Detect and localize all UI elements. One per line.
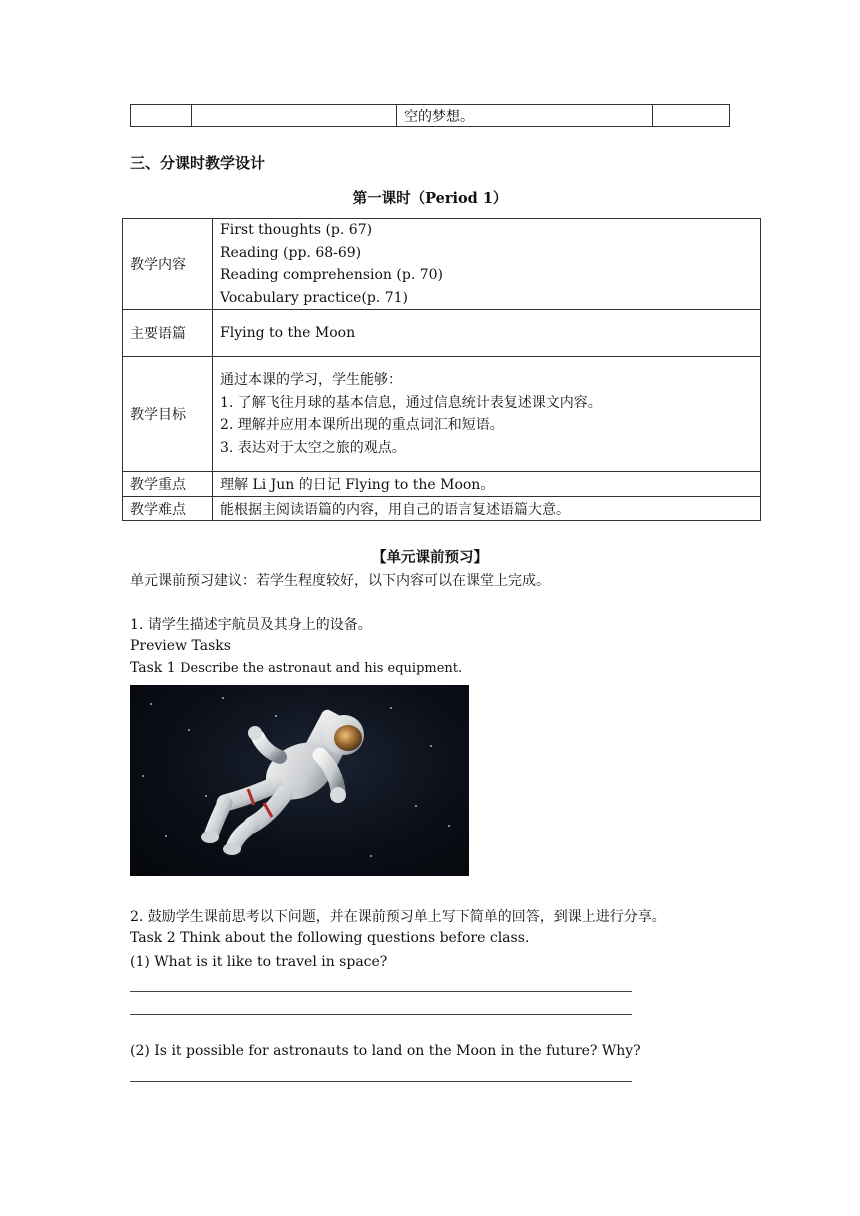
table-row [123, 310, 761, 357]
preview-tasks-label: Preview Tasks [130, 638, 231, 654]
task-1-text: Describe the astronaut and his equipment. [180, 661, 463, 676]
table-cell [653, 105, 730, 127]
table-cell [192, 105, 397, 127]
content-line: 理解 Li Jun 的日记 Flying to the Moon。 [220, 477, 495, 493]
row-label: 教学内容 [123, 219, 213, 310]
table-row [123, 497, 761, 521]
content-line: 2. 理解并应用本课所出现的重点词汇和短语。 [220, 417, 504, 433]
content-line: First thoughts (p. 67) [220, 222, 373, 238]
content-line: 能根据主阅读语篇的内容，用自己的语言复述语篇大意。 [220, 501, 570, 518]
content-line: 1. 了解飞往月球的基本信息，通过信息统计表复述课文内容。 [220, 394, 602, 411]
row-label: 教学目标 [123, 357, 213, 472]
content-line: Reading (pp. 68-69) [220, 244, 362, 261]
row-label: 教学重点 [123, 472, 213, 497]
row-content [213, 472, 761, 497]
period-title-cn: 第一课时（ [352, 190, 426, 207]
content-line: 通过本课的学习，学生能够： [220, 372, 402, 388]
table-cell [131, 105, 192, 127]
content-line: Vocabulary practice(p. 71) [220, 289, 408, 306]
period-title-en: Period 1 [425, 190, 493, 207]
table-row [123, 219, 761, 310]
content-line: Flying to the Moon [220, 324, 356, 341]
question-2: (2) Is it possible for astronauts to land on the Moon in the future? Why? [130, 1043, 641, 1059]
answer-line [130, 1014, 632, 1015]
table-row [123, 472, 761, 497]
preview-suggestion: 单元课前预习建议：若学生程度较好，以下内容可以在课堂上完成。 [130, 573, 550, 589]
row-content [213, 497, 761, 521]
row-label: 教学难点 [123, 497, 213, 521]
content-line: 3. 表达对于太空之旅的观点。 [220, 439, 406, 456]
task-1-line [130, 660, 462, 676]
continuation-table [130, 104, 730, 127]
task-2-line: Task 2 Think about the following questions before class. [130, 930, 530, 946]
cell-text: 空的梦想。 [404, 108, 474, 125]
table-row [123, 357, 761, 472]
lesson-design-table [122, 218, 761, 521]
row-label: 主要语篇 [123, 310, 213, 357]
row-content [213, 219, 761, 310]
astronaut-photo [130, 685, 469, 876]
answer-line [130, 1081, 632, 1082]
content-line: Reading comprehension (p. 70) [220, 267, 444, 283]
astronaut-figure [130, 685, 469, 876]
period-title-close: ） [492, 190, 508, 207]
preview-heading: 【单元课前预习】 [372, 549, 488, 566]
task-1-label: Task 1 [130, 660, 176, 676]
row-content [213, 357, 761, 472]
preview-item-2: 2. 鼓励学生课前思考以下问题，并在课前预习单上写下简单的回答，到课上进行分享。 [130, 909, 666, 925]
answer-line [130, 991, 632, 992]
table-cell [397, 105, 653, 127]
row-content [213, 310, 761, 357]
section-heading: 三、分课时教学设计 [130, 154, 266, 172]
period-title [0, 187, 860, 208]
question-1: (1) What is it like to travel in space? [130, 954, 388, 970]
preview-item-1: 1. 请学生描述宇航员及其身上的设备。 [130, 617, 372, 633]
